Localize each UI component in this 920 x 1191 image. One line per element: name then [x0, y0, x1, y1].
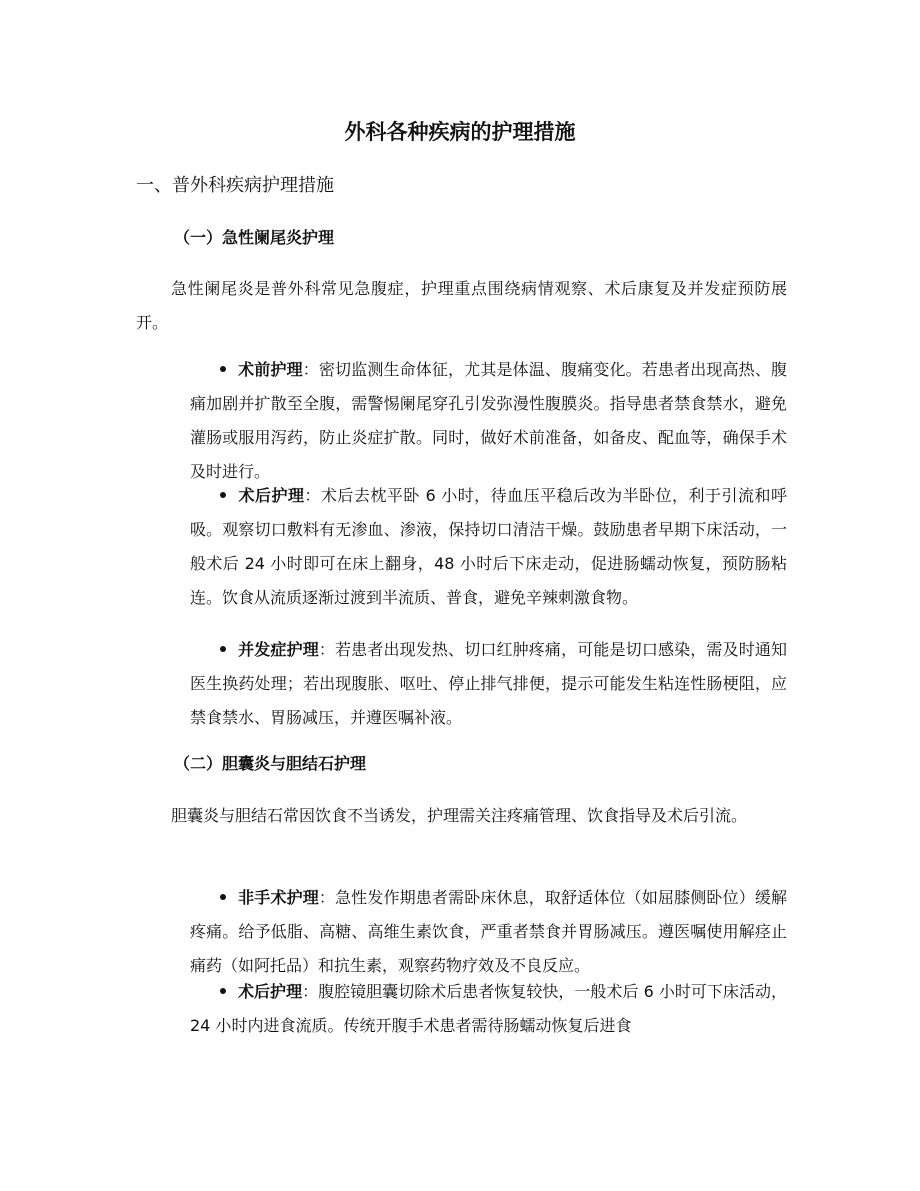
cholecystitis-intro-paragraph: 胆囊炎与胆结石常因饮食不当诱发，护理需关注疼痛管理、饮食指导及术后引流。 [171, 806, 748, 825]
list-item-cholecystectomy-postop-care [190, 975, 787, 1043]
appendicitis-intro-paragraph: 急性阑尾炎是普外科常见急腹症，护理重点围绕病情观察、术后康复及并发症预防展开。 [136, 279, 787, 332]
list-item-complication-care [190, 633, 787, 735]
bullet-icon [220, 366, 226, 372]
subsection-heading-cholecystitis: （二）胆囊炎与胆结石护理 [174, 754, 367, 773]
list-item-term: 非手术护理 [238, 888, 319, 907]
list-item-text: ：腹腔镜胆囊切除术后患者恢复较快，一般术后 6 小时可下床活动，24 小时内进食流质。传统开腹手术患者需待肠蠕动恢复后进食 [190, 982, 787, 1035]
list-item-term: 术前护理 [238, 360, 303, 379]
bullet-icon [220, 988, 226, 994]
list-item-term: 术后护理 [238, 486, 305, 505]
list-item-postop-care [190, 479, 787, 615]
list-item-text: ：急性发作期患者需卧床休息，取舒适体位（如屈膝侧卧位）缓解疼痛。给予低脂、高糖、高维生素饮食，严重者禁食并胃肠减压。遵医嘱使用解痉止痛药（如阿托品）和抗生素，观察药物疗效及不良反应。 [190, 888, 787, 975]
list-item-text: ：术后去枕平卧 6 小时，待血压平稳后改为半卧位，利于引流和呼吸。观察切口敷料有无渗血、渗液，保持切口清洁干燥。鼓励患者早期下床活动，一般术后 24 小时即可在床上翻身，48 小时后下床走动，促进肠蠕动恢复，预防肠粘连。饮食从流质逐渐过渡到半流质、普食，避免辛辣刺激食物。 [190, 486, 787, 607]
list-item-term: 术后护理 [238, 982, 303, 1001]
section-heading-general-surgery: 一、普外科疾病护理措施 [136, 175, 334, 196]
list-item-term: 并发症护理 [238, 640, 319, 659]
list-item-text: ：若患者出现发热、切口红肿疼痛，可能是切口感染，需及时通知医生换药处理；若出现腹胀、呕吐、停止排气排便，提示可能发生粘连性肠梗阻，应禁食禁水、胃肠减压，并遵医嘱补液。 [190, 640, 787, 727]
list-item-nonsurgical-care [190, 881, 787, 983]
bullet-icon [220, 894, 226, 900]
document-title: 外科各种疾病的护理措施 [344, 120, 576, 144]
list-item-preop-care [190, 353, 787, 489]
subsection-heading-appendicitis: （一）急性阑尾炎护理 [174, 228, 335, 247]
bullet-icon [220, 646, 226, 652]
bullet-icon [220, 492, 226, 498]
list-item-text: ：密切监测生命体征，尤其是体温、腹痛变化。若患者出现高热、腹痛加剧并扩散至全腹，需警惕阑尾穿孔引发弥漫性腹膜炎。指导患者禁食禁水，避免灌肠或服用泻药，防止炎症扩散。同时，做好术前准备，如备皮、配血等，确保手术及时进行。 [190, 360, 787, 481]
